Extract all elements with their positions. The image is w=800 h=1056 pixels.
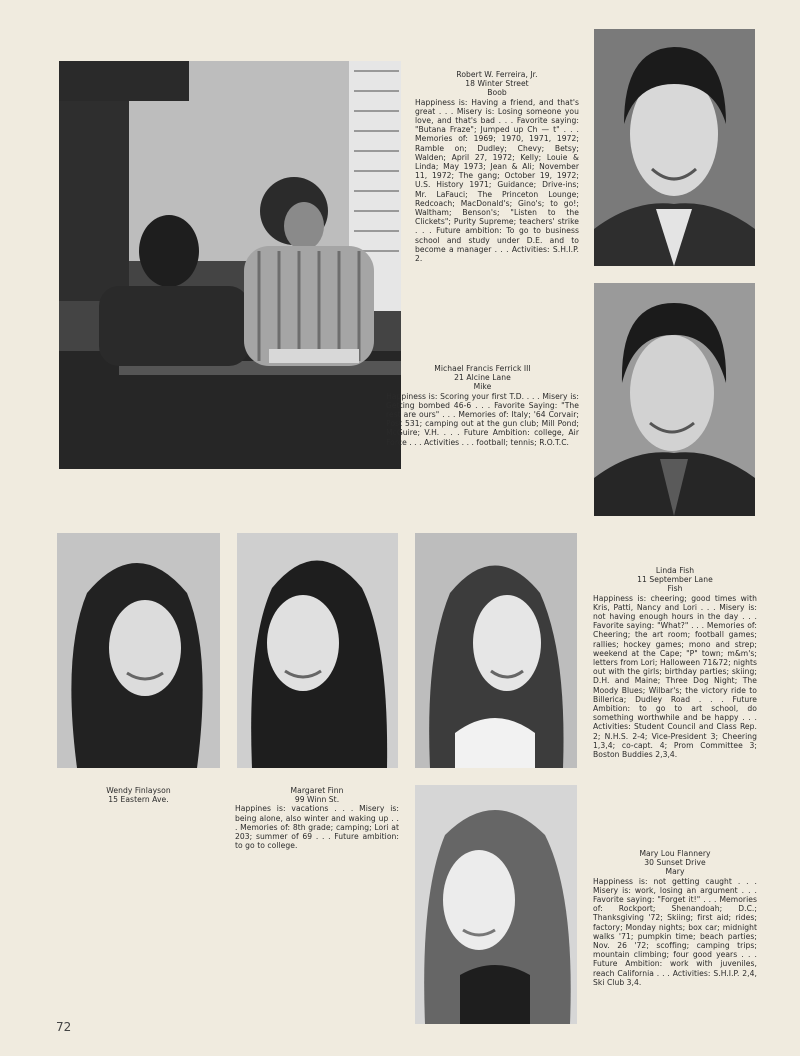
student-bio: Happines is: vacations . . . Misery is: being alone, also winter and waking up . . . Memories of: 8th grade; camping; Lori at 203; summer of 69 . . . Future ambition: to go to college. [235,804,399,851]
student-address: 21 Alcine Lane [454,373,511,383]
student-bio: Happiness is: not getting caught . . . Misery is: work, losing an argument . . . Favorite saying: "Forget it!" . . . Memories of: Rockport; Shenandoah; D.C.; Thanksgiving '72; Skiing; first aid; rides; factory; Monday nights; box car; midnight walks '71; pumpkin time; beach parties; Nov. 26 '72; scoffing; camping trips; mountain climbing; four good years . . . Future Ambition: work with juveniles, reach California . . . Activities: S.H.I.P. 2,4, Ski Club 3,4. [593,876,757,987]
student-nickname: Fish [667,584,683,594]
student-address: 15 Eastern Ave. [108,795,169,805]
student-address: 18 Winter Street [465,79,529,89]
student-nickname: Mary [665,867,685,877]
student-bio: Happiness is: Having a friend, and that's great . . . Misery is: Losing someone you love, and that's bad . . . Favorite saying: "Butana Fraze"; Jumped up Ch — t" . . . Memories of: 1969; 1970, 1971, 1972; Ramble on; Dudley; Chevy; Betsy; Walden; April 27, 1972; Kelly; Louie & Linda; May 1973; Jean & Ali; November 11, 1972; The gang; October 19, 1972; U.S. History 1971; Guidance; Drive-ins; Mr. LaFauci; The Princeton Lounge; Redcoach; MacDonald's; Gino's; to go!; Waltham; Benson's; "Listen to the Clickets"; Purity Supreme; teachers' strike . . . Future ambition: To go to business school and study under D.E. and to become a manager . . . Activities: S.H.I.P. 2. [415,97,579,264]
portrait-ferreira [594,29,755,266]
student-nickname: Boob [487,88,507,98]
student-name: Michael Francis Ferrick III [434,364,531,373]
portrait-fish [415,533,577,768]
student-name: Margaret Finn [290,786,344,795]
student-nickname: Mike [473,382,492,392]
bio-fish [593,566,757,759]
page-number: 72 [56,1020,72,1034]
student-name: Wendy Finlayson [106,786,171,795]
bio-ferreira [415,70,579,263]
student-address: 11 September Lane [637,575,713,585]
bio-ferrick [386,364,579,447]
student-bio: Happiness is: Scoring your first T.D. . . . Misery is: Getting bombed 46-6 . . . Favorite Saying: "The rest are ours" . . . Memories of: Italy; '64 Corvair; Post 531; camping out at the gun club; Mill Pond; McGuire; V.H. . . . Future Ambition: college, Air Force . . . Activities . . . football; tennis; R.O.T.C. [386,391,579,447]
student-name: Mary Lou Flannery [639,849,711,858]
bio-finlayson [57,786,220,804]
bio-finn [235,786,399,850]
student-address: 99 Winn St. [294,795,340,805]
student-address: 30 Sunset Drive [644,858,706,868]
bio-flannery [593,849,757,987]
portrait-ferrick [594,283,755,516]
candid-classroom-photo [59,61,401,469]
student-name: Robert W. Ferreira, Jr. [456,70,538,79]
portrait-finn [237,533,398,768]
portrait-flannery [415,785,577,1024]
portrait-finlayson [57,533,220,768]
student-bio: Happiness is: cheering; good times with Kris, Patti, Nancy and Lori . . . Misery is: not having enough hours in the day . . . Favorite saying: "What?" . . . Memories of: Cheering; the art room; football games; rallies; hockey games; mono and strep; weekend at the Cape; "P" town; m&m's; letters from Lori; Halloween 71&72; nights out with the girls; birthday parties; skiing; D.H. and Maine; Three Dog Night; The Moody Blues; Wilbar's; the victory ride to Billerica; Dudley Road . . . Future Ambition: to go to art school, do something worthwhile and be happy . . . Activities: Student Council and Class Rep. 2; N.H.S. 2-4; Vice-President 3; Cheering 1,3,4; co-capt. 4; Prom Committee 3; Boston Buddies 2,3,4. [593,593,757,760]
student-name: Linda Fish [655,566,695,575]
